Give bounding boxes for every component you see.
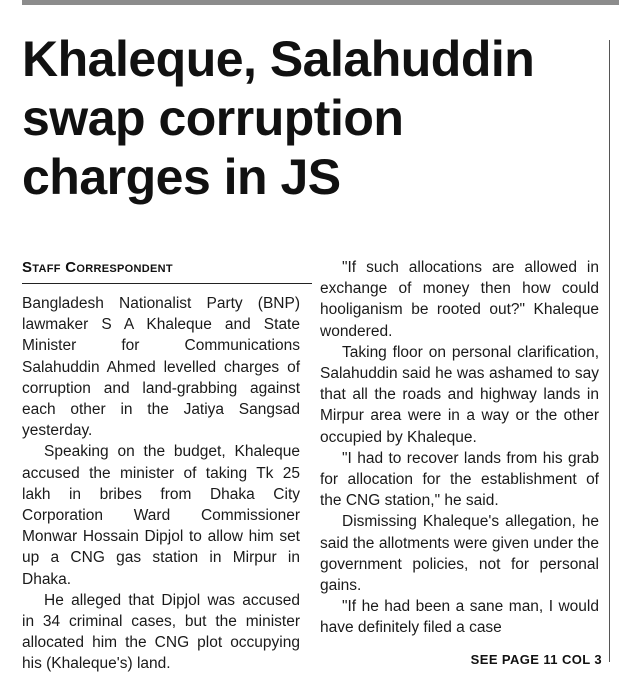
article-paragraph: Bangladesh Nationalist Party (BNP) lawmaker S A Khaleque and State Minister for Communications Salahuddin Ahmed levelled charges of corruption and land-grabbing against each other in the Jatiya Sangsad yesterday. bbox=[22, 295, 300, 440]
article-paragraph: "If he had been a sane man, I would have definitely filed a case bbox=[320, 598, 599, 637]
byline-underline bbox=[22, 283, 312, 284]
article-paragraph: Speaking on the budget, Khaleque accused the minister of taking Tk 25 lakh in bribes from Dhaka City Corporation Ward Commissioner Monwar Hossain Dipjol to allow him set up a CNG gas station in Mirpur in Dhaka. bbox=[22, 443, 300, 588]
headline bbox=[22, 30, 612, 207]
headline-line: charges in JS bbox=[22, 149, 341, 205]
headline-line: swap corruption bbox=[22, 90, 404, 146]
article-column-left bbox=[22, 293, 300, 675]
byline: Staff Correspondent bbox=[22, 259, 173, 276]
headline-line: Khaleque, Salahuddin bbox=[22, 31, 535, 87]
article-paragraph: He alleged that Dipjol was accused in 34 criminal cases, but the minister allocated him the CNG plot occupying his (Khaleque's) land. bbox=[22, 591, 300, 673]
continuation-note: SEE PAGE 11 COL 3 bbox=[470, 652, 602, 667]
article-column-right bbox=[320, 257, 599, 639]
article-paragraph: Dismissing Khaleque's allegation, he said the allotments were given under the government policies, not for personal gains. bbox=[320, 513, 599, 595]
article-paragraph: "I had to recover lands from his grab for allocation for the establishment of the CNG station," he said. bbox=[320, 449, 599, 510]
article-paragraph: "If such allocations are allowed in exchange of money then how could hooliganism be rooted out?" Khaleque wondered. bbox=[320, 259, 599, 340]
top-divider-bar bbox=[22, 0, 619, 5]
article-paragraph: Taking floor on personal clarification, Salahuddin said he was ashamed to say that all the roads and highway lands in Mirpur area were in a way or the other occupied by Khaleque. bbox=[320, 343, 599, 446]
